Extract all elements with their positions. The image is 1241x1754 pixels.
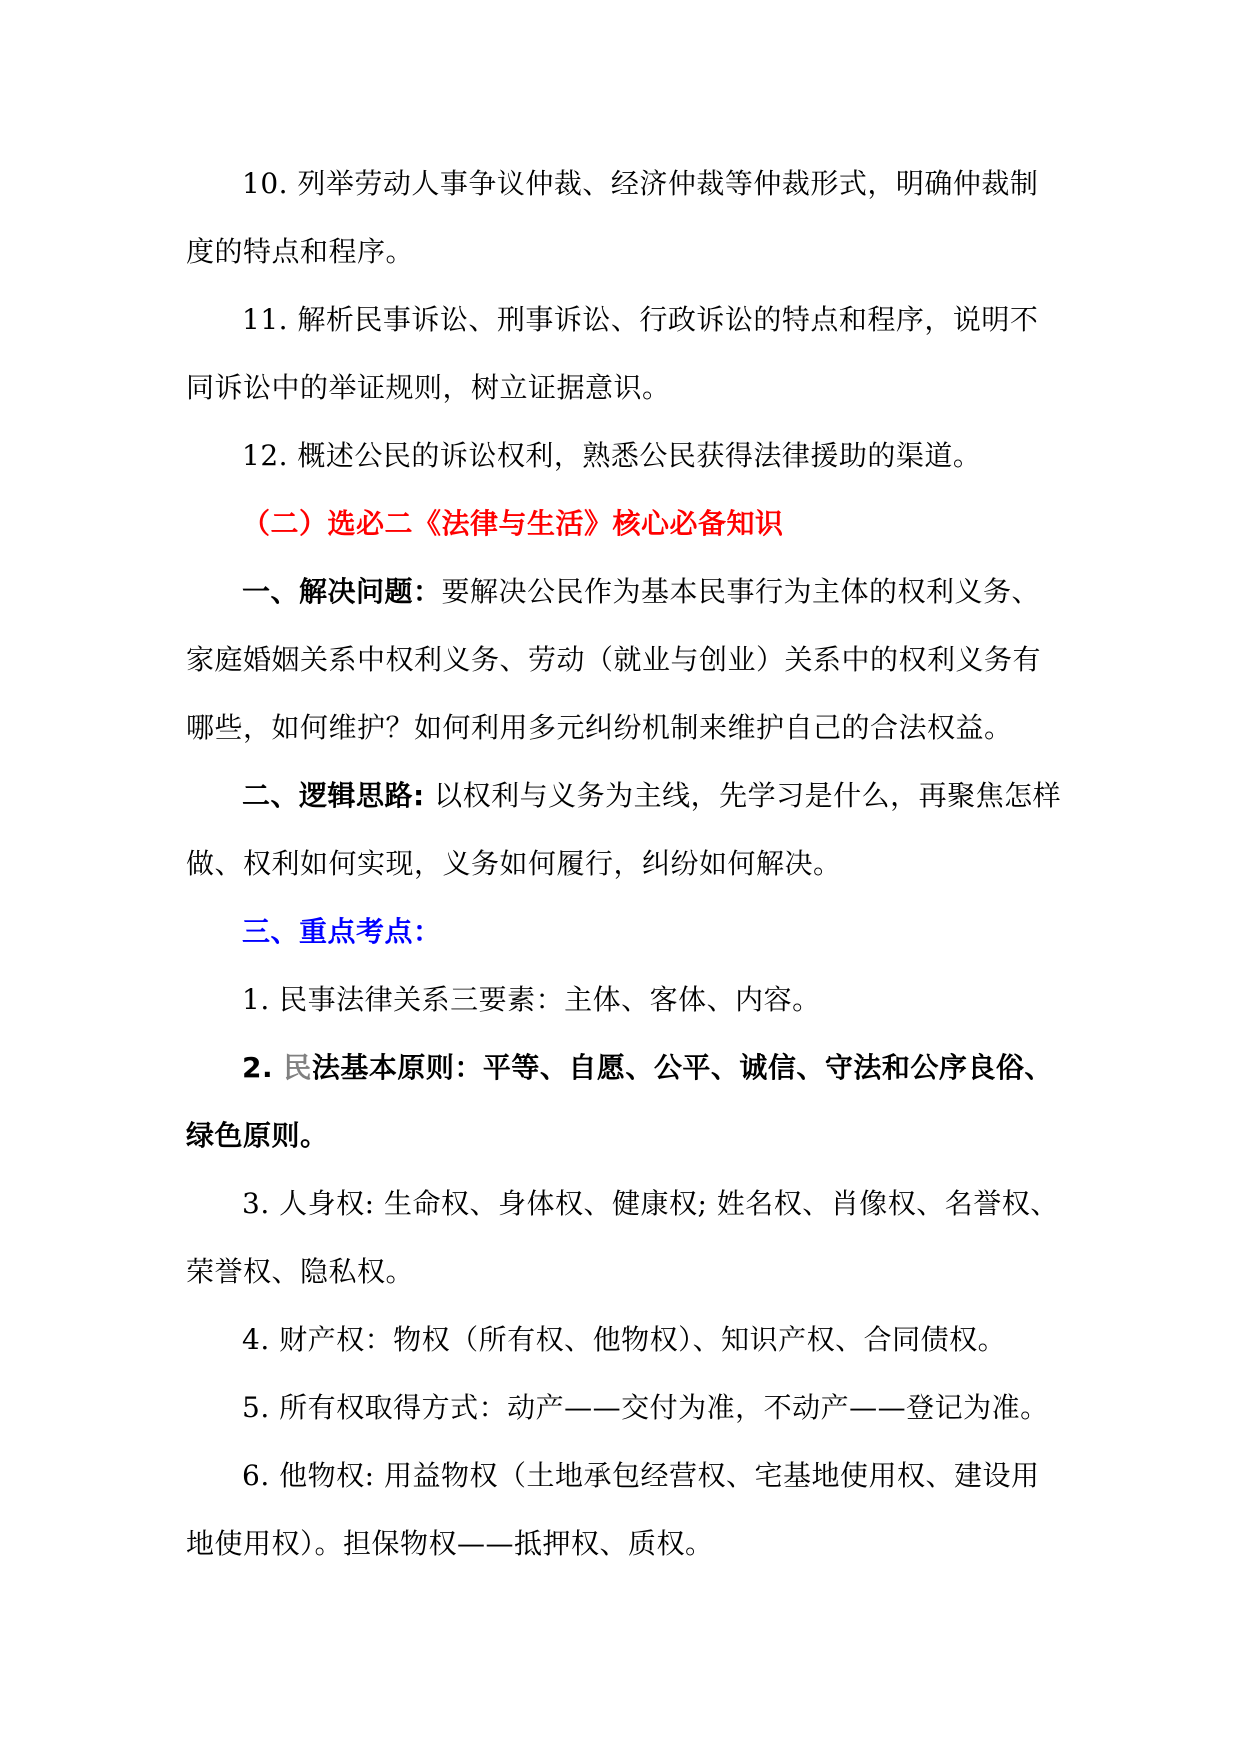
- list-item-12: 12. 概述公民的诉讼权利，熟悉公民获得法律援助的渠道。: [242, 439, 982, 472]
- logic-label: 二、逻辑思路:: [242, 779, 425, 812]
- solve-label: 一、解决问题：: [242, 575, 442, 608]
- point-6: 6. 他物权: 用益物权（土地承包经营权、宅基地使用权、建设用地使用权）。担保物权——抵押权、质权。: [186, 1459, 1040, 1560]
- list-item-11: 11. 解析民事诉讼、刑事诉讼、行政诉讼的特点和程序，说明不同诉讼中的举证规则，树立证据意识。: [186, 303, 1039, 404]
- key-points-heading: 三、重点考点：: [242, 915, 442, 948]
- point-1: 1. 民事法律关系三要素：主体、客体、内容。: [242, 983, 821, 1016]
- logic-text: 以权利与义务为主线，先学习是什么，再聚焦怎样做、权利如何实现，义务如何履行，纠纷如何解决。: [186, 779, 1062, 880]
- list-item-10: 10. 列举劳动人事争议仲裁、经济仲裁等仲裁形式，明确仲裁制度的特点和程序。: [186, 167, 1039, 268]
- point-5: 5. 所有权取得方式：动产——交付为准，不动产——登记为准。: [242, 1391, 1049, 1424]
- point-4: 4. 财产权：物权（所有权、他物权）、知识产权、合同债权。: [242, 1323, 1007, 1356]
- logic-paragraph: [186, 762, 1066, 898]
- point-2: [186, 1034, 1066, 1170]
- section-heading: （二）选必二《法律与生活》核心必备知识: [242, 507, 784, 540]
- point-2-text: 法基本原则：平等、自愿、公平、诚信、守法和公序良俗、绿色原则。: [186, 1051, 1053, 1152]
- solve-text: 要解决公民作为基本民事行为主体的权利义务、家庭婚姻关系中权利义务、劳动（就业与创业）关系中的权利义务有哪些，如何维护？如何利用多元纠纷机制来维护自己的合法权益。: [186, 575, 1042, 744]
- solve-paragraph: [186, 558, 1066, 762]
- point-2-number: 2.: [242, 1051, 284, 1084]
- document-page: [186, 150, 1066, 1578]
- point-3: 3. 人身权: 生命权、身体权、健康权; 姓名权、肖像权、名誉权、荣誉权、隐私权。: [186, 1187, 1059, 1288]
- point-2-grey-char: 民: [283, 1051, 312, 1084]
